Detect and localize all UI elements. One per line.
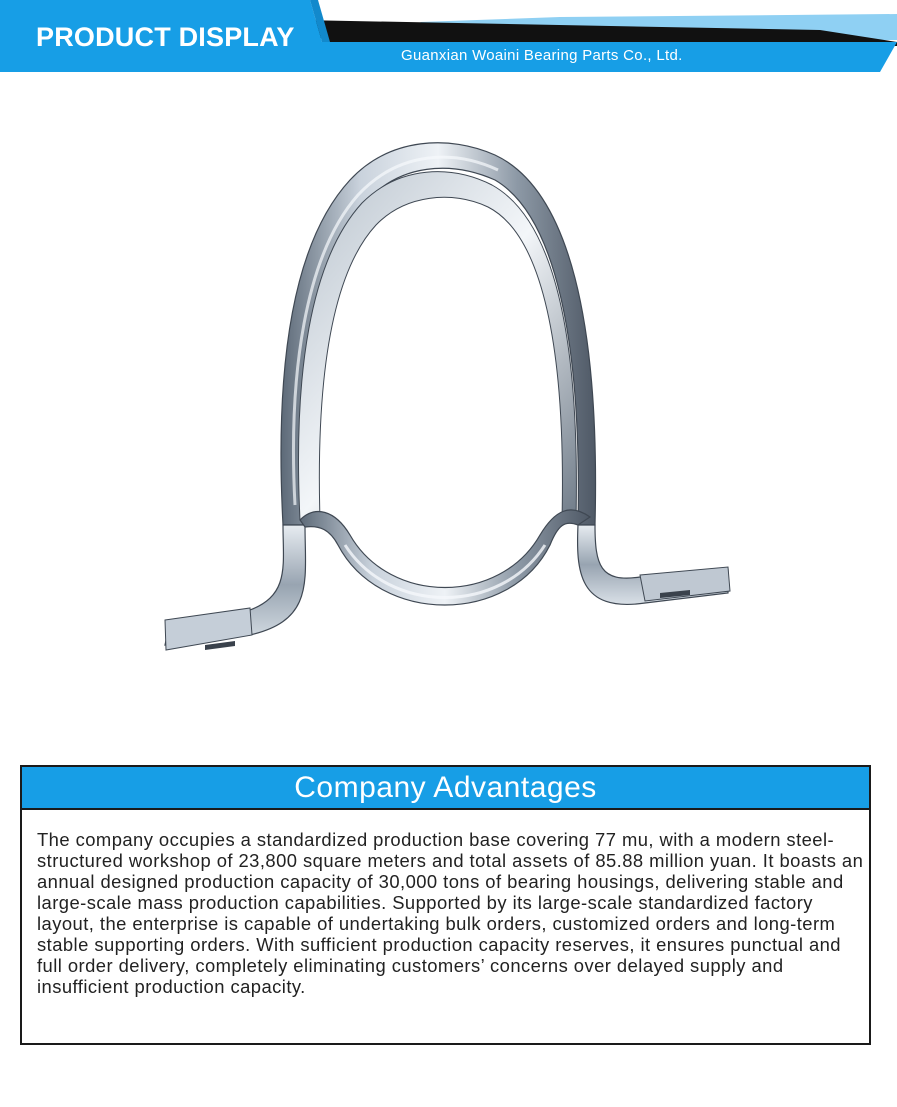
page-title: PRODUCT DISPLAY: [36, 22, 295, 52]
product-image: [100, 125, 800, 695]
advantages-heading: Company Advantages: [22, 767, 869, 810]
advantages-body: The company occupies a standardized production base covering 77 mu, with a modern steel-structured workshop of 23,800 square meters and total assets of 85.88 million yuan. It boasts an annual designed production capacity of 30,000 tons of bearing housings, delivering stable and large-scale mass production capabilities. Supported by its large-scale standardized factory layout, the enterprise is capable of undertaking bulk orders, customized orders and long-term stable supporting orders. With sufficient production capacity reserves, it ensures punctual and full order delivery, completely eliminating customers’ concerns over delayed supply and insufficient production capacity.: [37, 829, 864, 997]
header-banner: [0, 0, 897, 76]
bearing-bracket-illustration: [100, 125, 800, 695]
company-name: Guanxian Woaini Bearing Parts Co., Ltd.: [401, 47, 683, 64]
company-advantages-panel: [20, 765, 871, 1045]
